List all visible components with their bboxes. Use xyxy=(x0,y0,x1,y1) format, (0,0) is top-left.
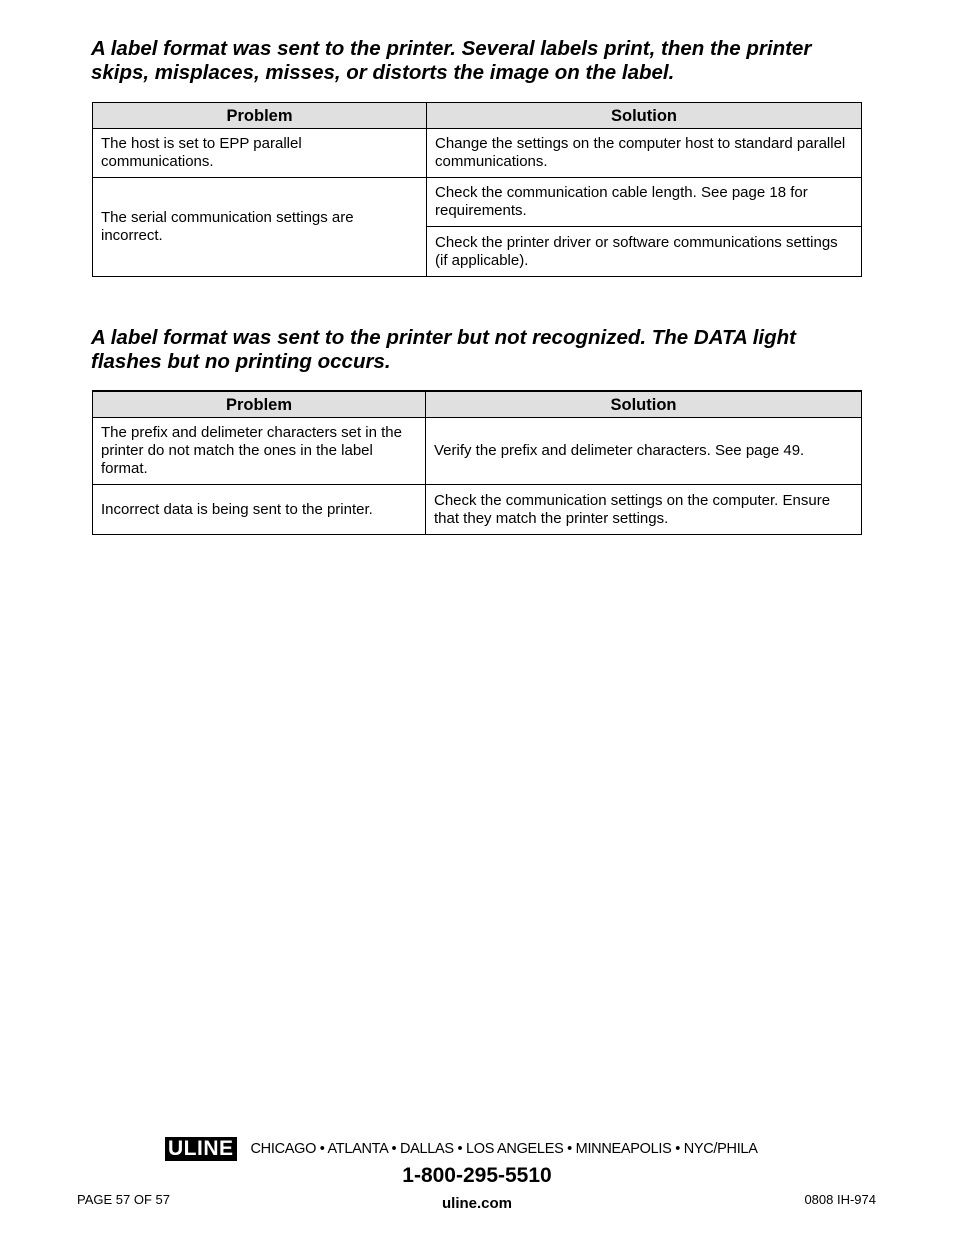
problem-cell: Incorrect data is being sent to the printer. xyxy=(93,485,426,535)
page-number: PAGE 57 OF 57 xyxy=(77,1192,170,1207)
problem-cell: The host is set to EPP parallel communications. xyxy=(93,129,427,178)
uline-logo: ULINE xyxy=(165,1137,237,1161)
city-list: CHICAGO • ATLANTA • DALLAS • LOS ANGELES • MINNEAPOLIS • NYC/PHILA xyxy=(250,1141,758,1157)
solution-cell: Verify the prefix and delimeter characters. See page 49. xyxy=(426,418,862,485)
problem-cell: The serial communication settings are incorrect. xyxy=(93,178,427,277)
footer-locations xyxy=(165,1137,758,1161)
solution-header: Solution xyxy=(427,103,862,129)
table-row xyxy=(93,129,862,178)
table-header-row xyxy=(93,391,862,418)
problem-header: Problem xyxy=(93,391,426,418)
table-row xyxy=(93,178,862,227)
table-row xyxy=(93,418,862,485)
problem-header: Problem xyxy=(93,103,427,129)
table-header-row xyxy=(93,103,862,129)
table-row xyxy=(93,485,862,535)
solution-cell: Check the communication cable length. See page 18 for requirements. xyxy=(427,178,862,227)
troubleshooting-table-2 xyxy=(92,390,862,535)
solution-header: Solution xyxy=(426,391,862,418)
solution-cell: Check the printer driver or software communications settings (if applicable). xyxy=(427,227,862,277)
solution-cell: Change the settings on the computer host to standard parallel communications. xyxy=(427,129,862,178)
problem-cell: The prefix and delimeter characters set in the printer do not match the ones in the label format. xyxy=(93,418,426,485)
troubleshooting-table-1 xyxy=(92,102,862,277)
section-2-heading: A label format was sent to the printer but not recognized. The DATA light flashes but no printing occurs. xyxy=(91,326,796,373)
phone-number: 1-800-295-5510 xyxy=(402,1164,552,1187)
website-link: uline.com xyxy=(441,1195,512,1212)
solution-cell: Check the communication settings on the computer. Ensure that they match the printer settings. xyxy=(426,485,862,535)
section-1-heading: A label format was sent to the printer. Several labels print, then the printer skips, misplaces, misses, or distorts the image on the label. xyxy=(91,37,812,84)
document-id: 0808 IH-974 xyxy=(804,1192,876,1207)
